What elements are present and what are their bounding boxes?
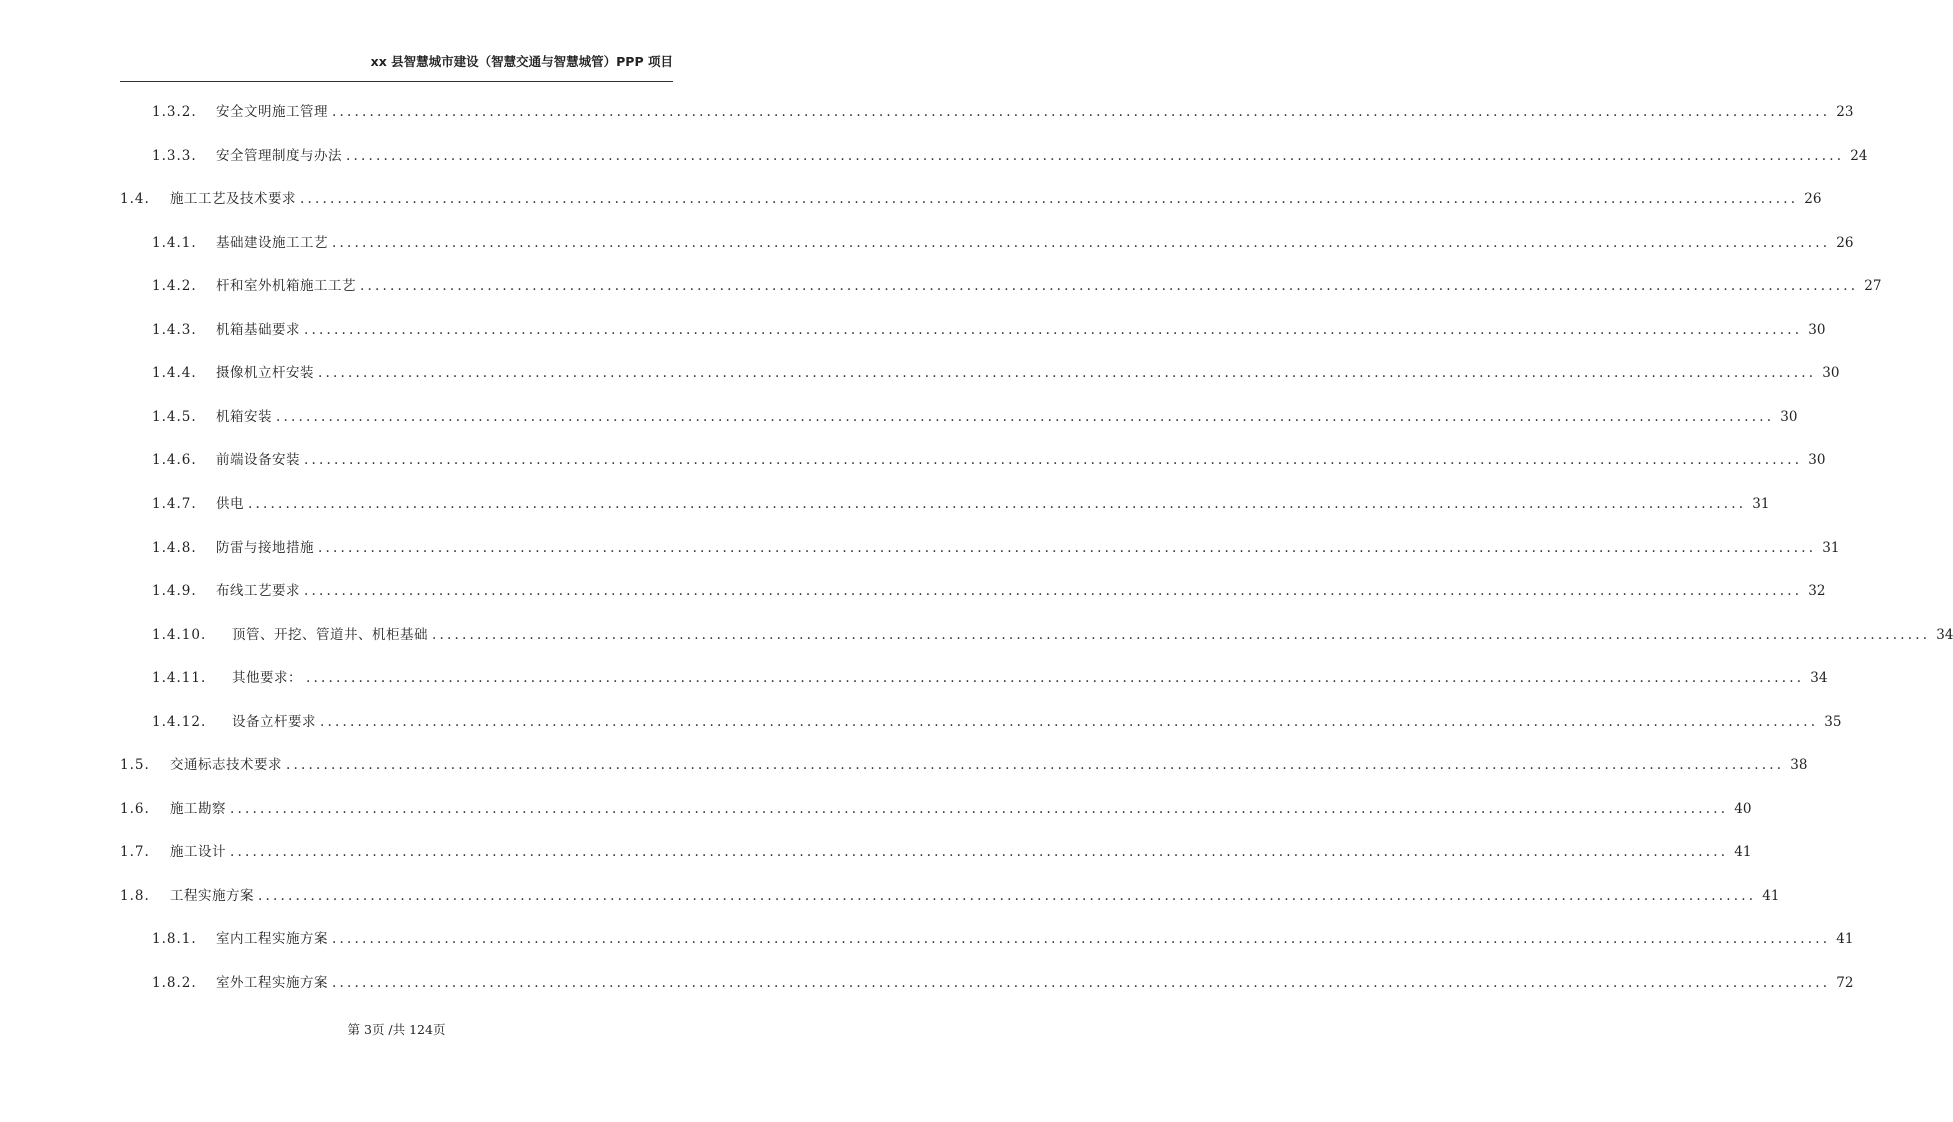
toc-entry-title: 布线工艺要求 (216, 583, 300, 600)
toc-entry-title: 机箱基础要求 (216, 321, 300, 338)
toc-entry-title: 安全文明施工管理 (216, 104, 328, 120)
toc-leader-dots: ........................................................................................................................................................................................................ (332, 975, 1831, 991)
toc-leader-dots: ........................................................................................................................................................................................................ (258, 887, 1757, 904)
toc-leader-dots: ........................................................................................................................................................................................................ (300, 191, 1799, 208)
toc-entry-number: 1.5. (120, 757, 150, 774)
toc-entry-page: 24 (1850, 147, 1868, 164)
toc-entry-number: 1.4.2. (152, 278, 197, 295)
toc-entry-title: 室外工程实施方案 (216, 975, 328, 991)
toc-leader-dots: ........................................................................................................................................................................................................ (346, 147, 1845, 164)
toc-entry-number: 1.4.6. (152, 452, 197, 469)
toc-entry-page: 23 (1836, 104, 1854, 120)
toc-entry-page: 72 (1836, 975, 1854, 991)
toc-leader-dots: ........................................................................................................................................................................................................ (230, 844, 1729, 861)
toc-entry[interactable] (120, 842, 1752, 862)
toc-entry-title: 室内工程实施方案 (216, 931, 328, 948)
toc-entry[interactable] (152, 363, 1840, 383)
toc-entry-page: 35 (1824, 713, 1842, 730)
toc-entry[interactable] (152, 450, 1826, 470)
toc-entry-number: 1.4.3. (152, 321, 197, 338)
toc-entry[interactable] (152, 712, 1842, 732)
toc-entry-number: 1.4.10. (152, 626, 207, 643)
toc-entry-number: 1.4.7. (152, 495, 197, 512)
toc-leader-dots: ........................................................................................................................................................................................................ (306, 670, 1805, 687)
toc-entry[interactable] (152, 538, 1840, 558)
toc-entry-number: 1.4.1. (152, 234, 197, 251)
toc-leader-dots: ........................................................................................................................................................................................................ (286, 757, 1785, 774)
toc-entry-page: 41 (1734, 844, 1752, 861)
toc-entry-page: 26 (1804, 191, 1822, 208)
toc-entry-page: 26 (1836, 234, 1854, 251)
toc-entry-title: 前端设备安装 (216, 452, 300, 469)
toc-entry-page: 31 (1752, 495, 1770, 512)
toc-entry-number: 1.8.1. (152, 931, 197, 948)
toc-entry-number: 1.4.12. (152, 713, 207, 730)
toc-entry-page: 41 (1762, 887, 1780, 904)
toc-entry-page: 31 (1822, 539, 1840, 556)
toc-leader-dots: ........................................................................................................................................................................................................ (304, 321, 1803, 338)
toc-leader-dots: ........................................................................................................................................................................................................ (332, 104, 1831, 120)
toc-entry-page: 34 (1936, 626, 1953, 643)
toc-entry-title: 安全管理制度与办法 (216, 147, 342, 164)
toc-entry[interactable] (152, 407, 1798, 427)
toc-entry-number: 1.4.5. (152, 408, 197, 425)
toc-leader-dots: ........................................................................................................................................................................................................ (318, 539, 1817, 556)
toc-entry-number: 1.8.2. (152, 975, 197, 991)
toc-entry-page: 41 (1836, 931, 1854, 948)
toc-entry[interactable] (152, 233, 1854, 253)
toc-entry[interactable] (152, 668, 1828, 688)
toc-entry-page: 30 (1808, 452, 1826, 469)
toc-entry-title: 施工设计 (170, 844, 226, 861)
toc-entry-title: 施工勘察 (170, 800, 226, 817)
toc-leader-dots: ........................................................................................................................................................................................................ (318, 365, 1817, 382)
toc-entry[interactable] (152, 276, 1882, 296)
toc-entry-title: 施工工艺及技术要求 (170, 191, 296, 208)
toc-entry[interactable] (152, 625, 1953, 645)
toc-entry-title: 工程实施方案 (170, 887, 254, 904)
toc-entry-page: 32 (1808, 583, 1826, 600)
toc-entry-page: 40 (1734, 800, 1752, 817)
toc-entry-number: 1.4.8. (152, 539, 197, 556)
toc-leader-dots: ........................................................................................................................................................................................................ (230, 800, 1729, 817)
toc-entry-title: 设备立杆要求 (232, 713, 316, 730)
toc-entry-number: 1.8. (120, 887, 150, 904)
toc-leader-dots: ........................................................................................................................................................................................................ (360, 278, 1859, 295)
toc-entry-page: 30 (1808, 321, 1826, 338)
toc-entry-title: 机箱安装 (216, 408, 272, 425)
toc-entry-number: 1.3.2. (152, 104, 197, 120)
toc-entry-number: 1.7. (120, 844, 150, 861)
toc-entry[interactable] (120, 886, 1780, 906)
toc-entry[interactable] (152, 494, 1770, 514)
toc-entry-number: 1.4.4. (152, 365, 197, 382)
toc-entry-title: 供电 (216, 495, 244, 512)
toc-entry[interactable] (152, 146, 1868, 166)
toc-entry[interactable] (152, 973, 1854, 993)
header-divider (120, 81, 673, 82)
toc-entry-number: 1.3.3. (152, 147, 197, 164)
toc-leader-dots: ........................................................................................................................................................................................................ (320, 713, 1819, 730)
toc-entry-number: 1.6. (120, 800, 150, 817)
toc-entry[interactable] (120, 189, 1822, 209)
toc-entry-page: 27 (1864, 278, 1882, 295)
toc-leader-dots: ........................................................................................................................................................................................................ (432, 626, 1931, 643)
toc-entry-page: 30 (1822, 365, 1840, 382)
toc-leader-dots: ........................................................................................................................................................................................................ (304, 452, 1803, 469)
document-header-title: xx 县智慧城市建设（智慧交通与智慧城管）PPP 项目 (370, 54, 673, 69)
toc-entry-page: 34 (1810, 670, 1828, 687)
toc-entry-page: 30 (1780, 408, 1798, 425)
toc-entry-title: 杆和室外机箱施工工艺 (216, 278, 356, 295)
toc-entry-number: 1.4.9. (152, 583, 197, 600)
toc-entry[interactable] (152, 581, 1826, 601)
toc-entry-number: 1.4.11. (152, 670, 207, 687)
toc-entry-title: 其他要求： (232, 670, 302, 687)
toc-entry-number: 1.4. (120, 191, 150, 208)
toc-entry[interactable] (152, 320, 1826, 340)
toc-entry-title: 防雷与接地措施 (216, 539, 314, 556)
toc-leader-dots: ........................................................................................................................................................................................................ (332, 931, 1831, 948)
toc-leader-dots: ........................................................................................................................................................................................................ (332, 234, 1831, 251)
toc-entry-title: 基础建设施工工艺 (216, 234, 328, 251)
toc-leader-dots: ........................................................................................................................................................................................................ (304, 583, 1803, 600)
toc-entry[interactable] (120, 755, 1808, 775)
toc-entry-title: 交通标志技术要求 (170, 757, 282, 774)
toc-leader-dots: ........................................................................................................................................................................................................ (276, 408, 1775, 425)
toc-entry-page: 38 (1790, 757, 1808, 774)
toc-entry[interactable] (152, 929, 1854, 949)
toc-entry-title: 摄像机立杆安装 (216, 365, 314, 382)
toc-entry-title: 顶管、开挖、管道井、机柜基础 (232, 626, 428, 643)
toc-entry[interactable] (120, 799, 1752, 819)
toc-leader-dots: ........................................................................................................................................................................................................ (248, 495, 1747, 512)
page-footer: 第 3页 /共 124页 (347, 1022, 446, 1037)
toc-entry[interactable] (152, 102, 1854, 122)
